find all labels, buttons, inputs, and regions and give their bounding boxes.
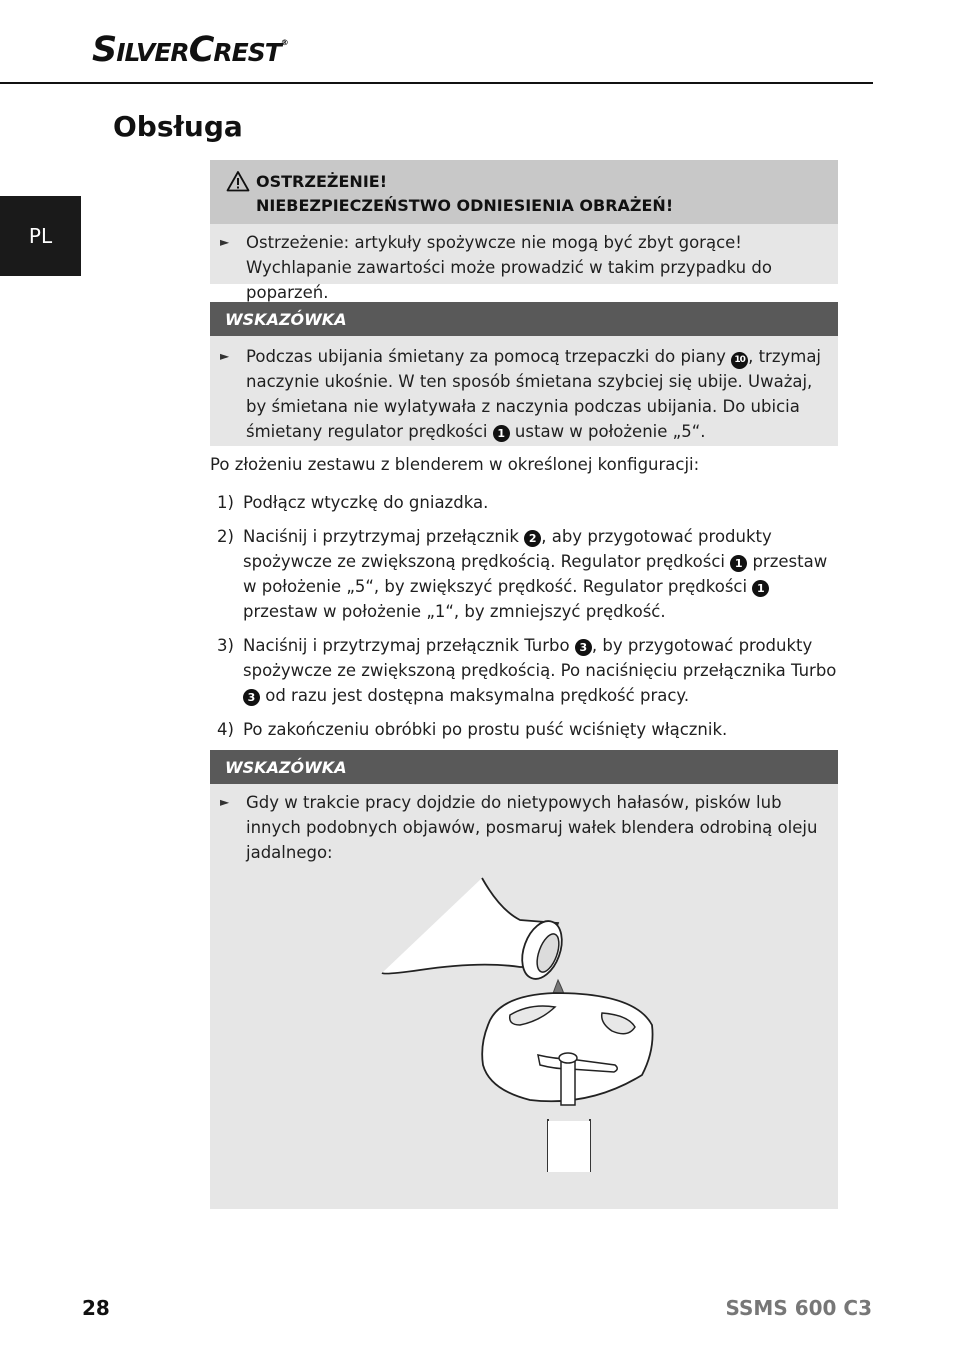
- language-tab: PL: [0, 196, 81, 276]
- note-box-1: [210, 302, 838, 446]
- step-text: , by przygotować produkty spożywcze ze zwiększoną prędkością. Po naciśnięciu przełącznika Turbo: [243, 636, 837, 680]
- step-number: 2): [217, 527, 234, 546]
- warning-header: [210, 160, 838, 224]
- list-item: [210, 524, 840, 624]
- reference-number-badge: 10: [731, 352, 748, 369]
- step-number: 1): [217, 493, 234, 512]
- reference-number-badge: 3: [243, 689, 260, 706]
- model-label: SSMS 600 C3: [725, 1296, 872, 1320]
- note-bullet: [210, 336, 838, 448]
- reference-number-badge: 1: [752, 580, 769, 597]
- step-text: przestaw w położenie „1“, by zmniejszyć prędkość.: [243, 602, 666, 621]
- list-item: [210, 490, 840, 515]
- header-divider: [0, 82, 873, 84]
- step-number: 3): [217, 636, 234, 655]
- page-title: Obsługa: [113, 110, 243, 143]
- note-text: Podczas ubijania śmietany za pomocą trzepaczki do piany: [246, 347, 732, 366]
- note-bullet: [210, 784, 838, 869]
- reference-number-badge: 2: [524, 530, 541, 547]
- note-text: Gdy w trakcie pracy dojdzie do nietypowych hałasów, pisków lub innych podobnych objawów, posmaruj wałek blendera odrobiną oleju jadalnego:: [246, 793, 818, 862]
- steps-list: [210, 490, 840, 742]
- note-header: WSKAZÓWKA: [210, 302, 838, 336]
- intro-text: Po złożeniu zestawu z blenderem w określonej konfiguracji:: [210, 455, 700, 474]
- bullet-arrow-icon: ►: [220, 795, 230, 809]
- bullet-arrow-icon: ►: [220, 235, 230, 249]
- oil-blender-illustration: [380, 875, 660, 1175]
- list-item: [210, 633, 840, 708]
- warning-title: OSTRZEŻENIE!: [256, 172, 387, 191]
- reference-number-badge: 3: [575, 639, 592, 656]
- reference-number-badge: 1: [730, 555, 747, 572]
- step-text: przestaw w położenie „5“, by zwiększyć prędkość. Regulator prędkości: [243, 552, 828, 596]
- note-header: WSKAZÓWKA: [210, 750, 838, 784]
- step-text: Podłącz wtyczkę do gniazdka.: [243, 493, 489, 512]
- step-text: Naciśnij i przytrzymaj przełącznik: [243, 527, 525, 546]
- warning-triangle-icon: [226, 170, 250, 192]
- step-text: od razu jest dostępna maksymalna prędkość pracy.: [260, 686, 690, 705]
- page-number: 28: [82, 1296, 110, 1320]
- reference-number-badge: 1: [493, 425, 510, 442]
- list-item: [210, 717, 840, 742]
- note-text: ustaw w położenie „5“.: [509, 422, 706, 441]
- step-number: 4): [217, 720, 234, 739]
- warning-box: [210, 160, 838, 302]
- step-text: Naciśnij i przytrzymaj przełącznik Turbo: [243, 636, 575, 655]
- step-text: , aby przygotować produkty spożywcze ze zwiększoną prędkością. Regulator prędkości: [243, 527, 772, 571]
- step-text: Po zakończeniu obróbki po prostu puść wciśnięty włącznik.: [243, 720, 728, 739]
- bullet-arrow-icon: ►: [220, 349, 230, 363]
- note-text: , trzymaj naczynie ukośnie. W ten sposób śmietana szybciej się ubije. Uważaj, by śmietana nie wylatywała z naczynia podczas ubijania. Do ubicia śmietany regulator prędkości: [246, 347, 822, 441]
- warning-bullet: [210, 224, 838, 309]
- warning-text: Ostrzeżenie: artykuły spożywcze nie mogą być zbyt gorące! Wychlapanie zawartości może prowadzić w takim przypadku do poparzeń.: [246, 233, 772, 302]
- brand-logo: SILVERCREST®: [92, 30, 288, 70]
- warning-subtitle: NIEBEZPIECZEŃSTWO ODNIESIENIA OBRAŻEŃ!: [256, 196, 674, 215]
